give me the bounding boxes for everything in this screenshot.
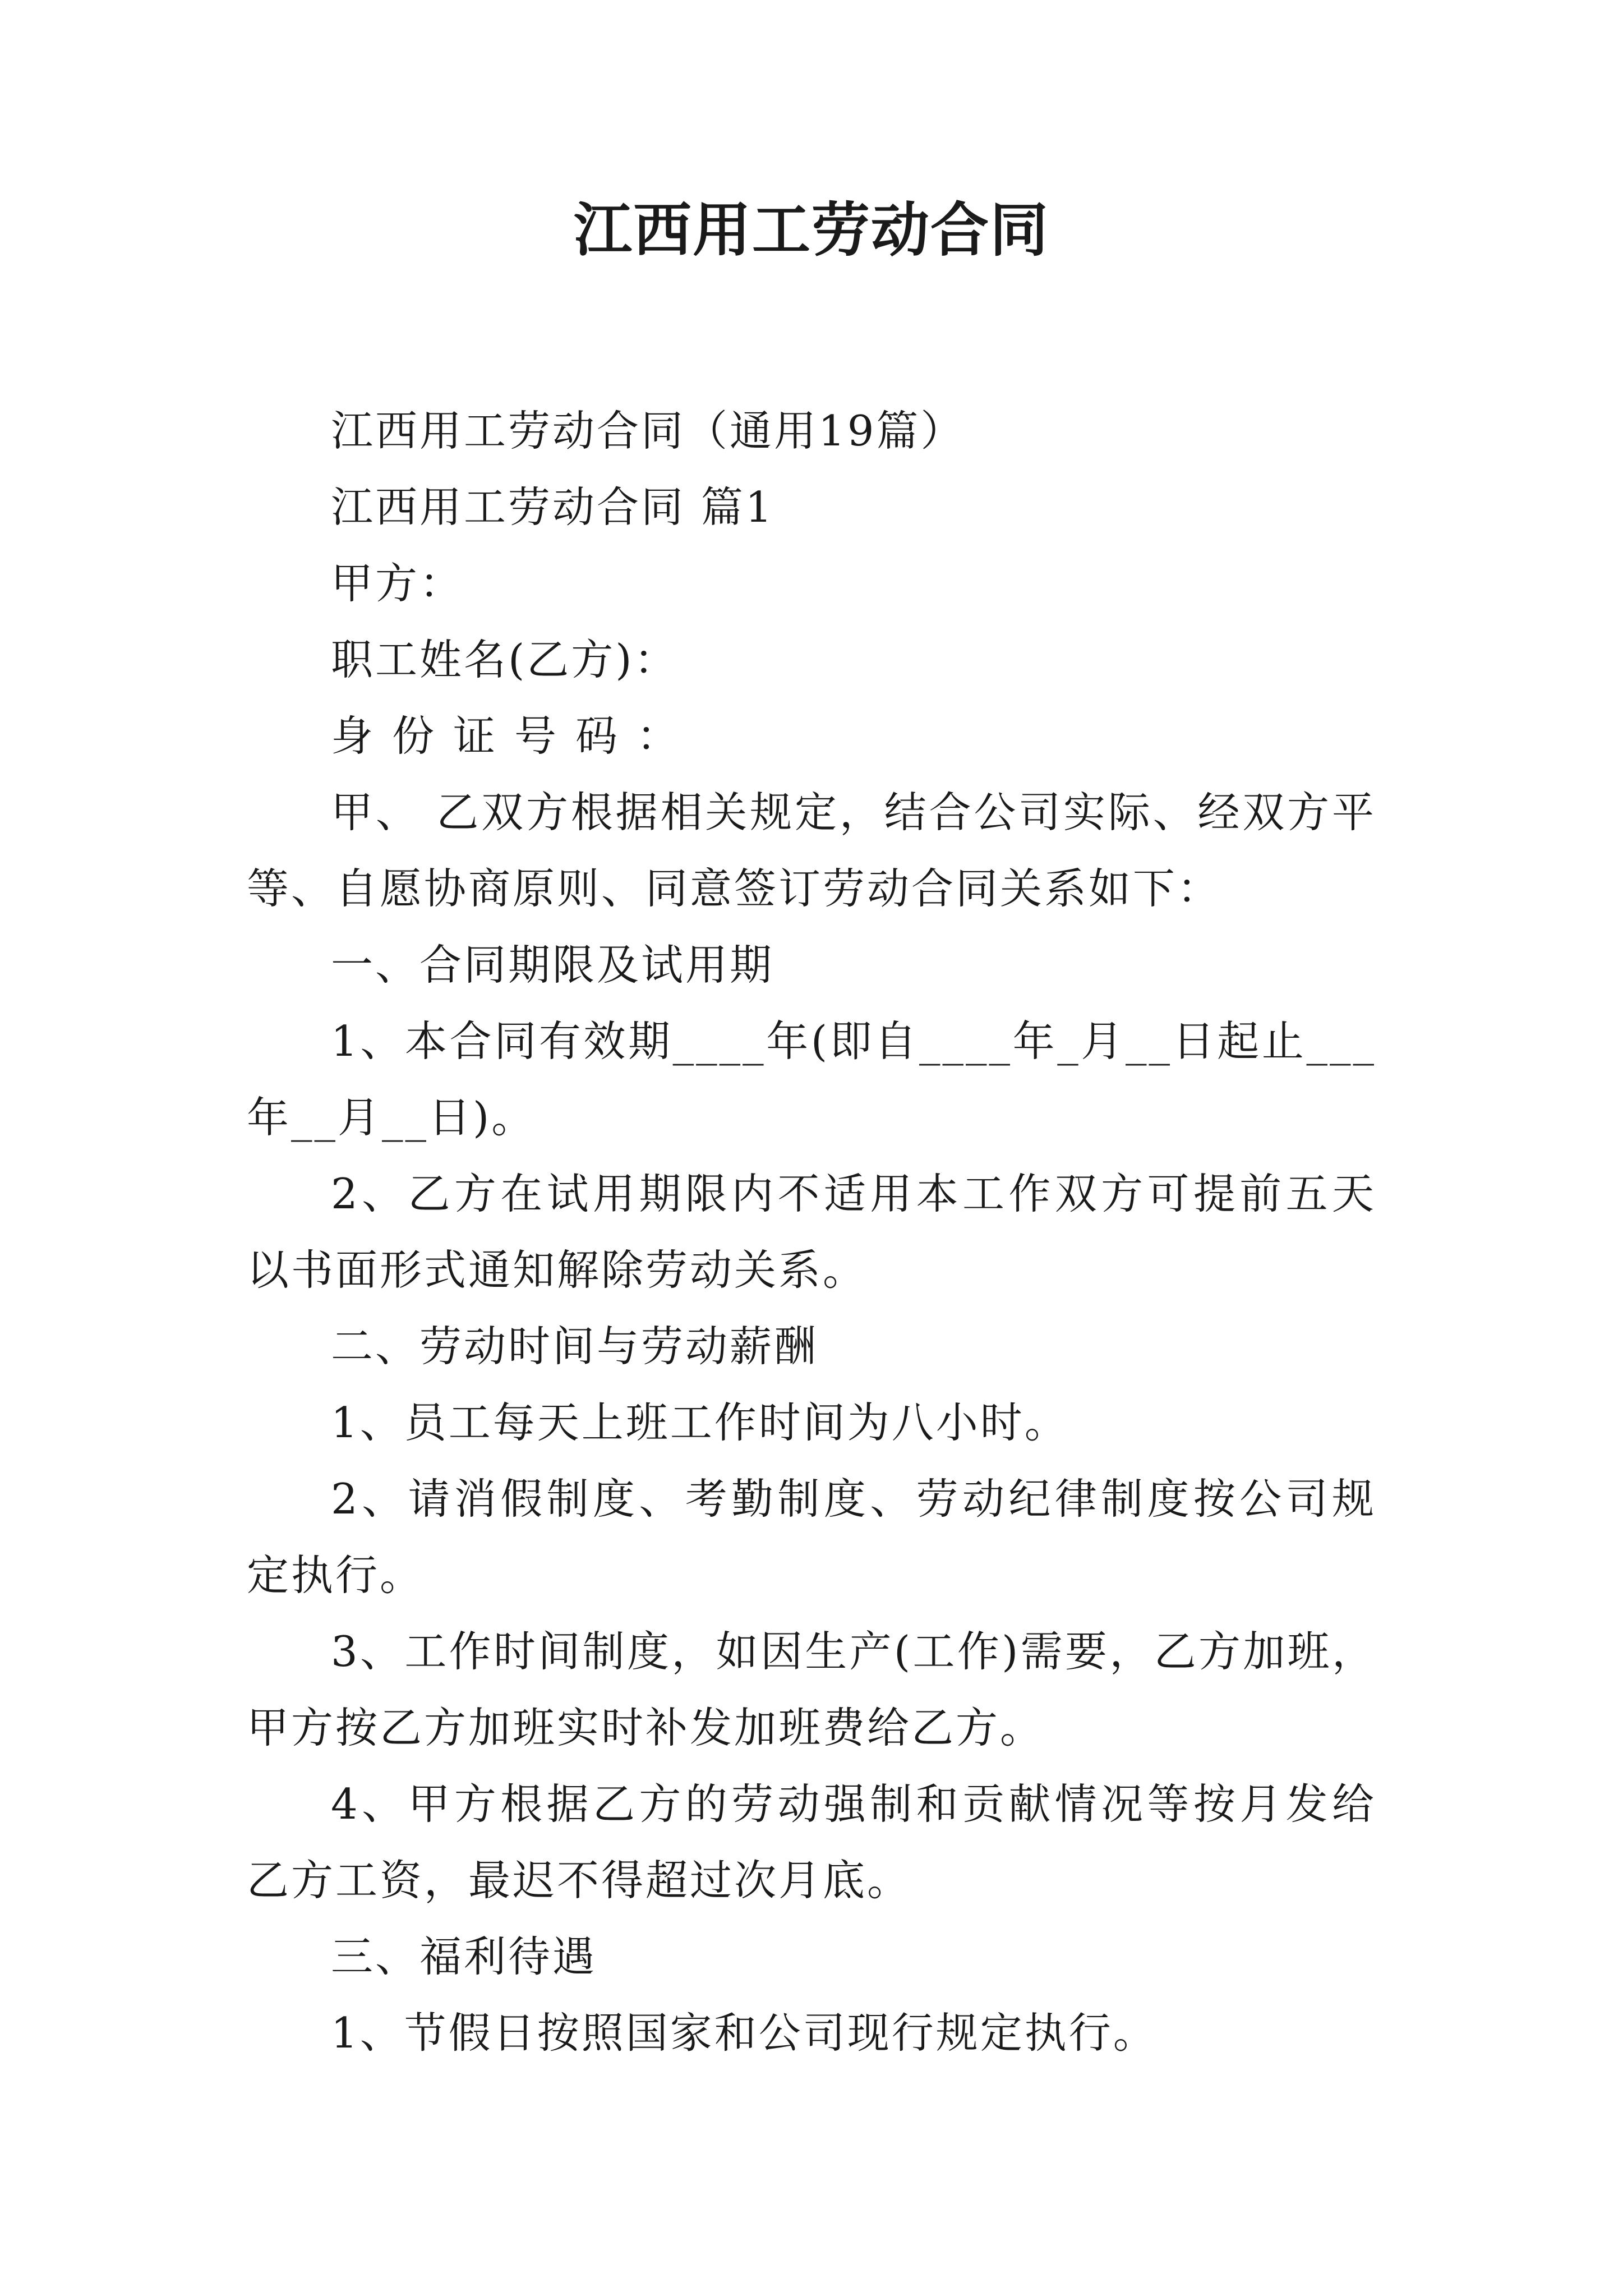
party-b-line: 职工姓名(乙方)： [331,635,679,684]
clause-paragraph: 1、员工每天上班工作时间为八小时。 [331,1398,1069,1447]
clause-paragraph: 3、工作时间制度，如因生产(工作)需要，乙方加班，甲方按乙方加班实时补发加班费给乙方。 [247,1627,1376,1752]
clause-heading: 二、劳动时间与劳动薪酬 [331,1322,819,1371]
document-title: 江西用工劳动合同 [573,195,1049,264]
party-a-line: 甲方： [331,559,464,608]
id-number-line: 身份证号码： [331,711,698,761]
clause-paragraph: 2、乙方在试用期限内不适用本工作双方可提前五天以书面形式通知解除劳动关系。 [247,1169,1376,1295]
clause-heading: 三、福利待遇 [331,1932,597,1981]
clause-paragraph: 1、本合同有效期____年(即自____年_月__日起止___年__月__日)。 [247,1016,1376,1142]
clause-heading: 一、合同期限及试用期 [331,940,774,990]
clause-paragraph: 2、请消假制度、考勤制度、劳动纪律制度按公司规定执行。 [247,1474,1376,1600]
preamble-paragraph: 甲、 乙双方根据相关规定，结合公司实际、经双方平等、自愿协商原则、同意签订劳动合同关系如下： [247,788,1376,913]
section-heading: 江西用工劳动合同 篇1 [331,482,774,532]
clause-paragraph: 1、节假日按照国家和公司现行规定执行。 [331,2008,1158,2058]
clause-paragraph: 4、甲方根据乙方的劳动强制和贡献情况等按月发给乙方工资，最迟不得超过次月底。 [247,1779,1376,1905]
document-body [247,393,1376,2071]
subtitle: 江西用工劳动合同（通用19篇） [331,406,965,455]
